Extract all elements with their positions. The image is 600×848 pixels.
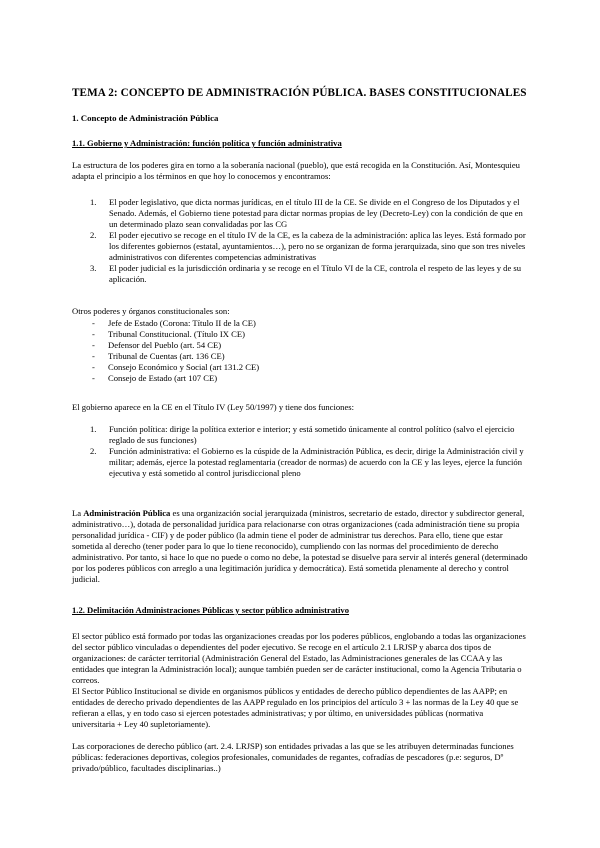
other-powers-list — [72, 318, 528, 384]
list-item-text: Defensor del Pueblo (art. 54 CE) — [108, 340, 222, 350]
list-item — [72, 424, 528, 446]
list-item-text: El poder judicial es la jurisdicción ordinaria y se recoge en el Título VI de la CE, controla el respeto de las leyes y de su aplicación. — [109, 263, 522, 284]
list-item — [72, 362, 528, 373]
list-item — [72, 373, 528, 384]
list-item-text: El poder ejecutivo se recoge en el título IV de la CE, es la cabeza de la administración: aplica las leyes. Está formado por los diferentes gobiernos (estatal, ayuntamientos…), pero no se organizan de forma jerarquizada, sino que son tres niveles administrativos con diferentes competencias administrativas — [109, 230, 526, 262]
list-item — [72, 318, 528, 329]
government-intro: El gobierno aparece en la CE en el Título IV (Ley 50/1997) y tiene dos funciones: — [72, 402, 354, 412]
powers-list — [72, 197, 528, 285]
administration-term: Administración Pública — [83, 508, 171, 518]
list-item-text: El poder legislativo, que dicta normas jurídicas, en el título III de la CE. Se divide en el Congreso de los Diputados y el Senado. Además, el Gobierno tiene potestad para dictar normas propias de ley (Decreto-Ley) con la condición de que en un determinado plazo sean convalidadas por las CG — [109, 197, 523, 229]
section-heading-1: 1. Concepto de Administración Pública — [72, 113, 219, 123]
list-item — [72, 446, 528, 479]
administration-paragraph — [72, 508, 528, 585]
list-item-text: Función administrativa: el Gobierno es la cúspide de la Administración Pública, es decir, dirige la Administración civil y militar; además, ejerce la potestad reglamentaria (creador de normas) de acuerdo con la CE y las leyes, ejerce la función ejecutiva y está sometido al control jurisdiccional pleno — [109, 446, 524, 478]
dash-bullet: - — [92, 318, 95, 328]
list-number: 2. — [90, 446, 97, 456]
list-item — [72, 329, 528, 340]
list-item — [72, 351, 528, 362]
dash-bullet: - — [92, 329, 95, 339]
paragraph-lead: La — [72, 508, 84, 518]
list-item-text: Tribunal de Cuentas (art. 136 CE) — [108, 351, 225, 361]
dash-bullet: - — [92, 340, 95, 350]
list-item-text: Función política: dirige la política exterior e interior; y está sometido únicamente al control político (salvo el ejercicio reglado de sus funciones) — [109, 424, 515, 445]
list-number: 1. — [90, 424, 97, 434]
public-sector-paragraph-3: Las corporaciones de derecho público (art. 2.4. LRJSP) son entidades privadas a las que se les atribuyen determinadas funciones públicas: federaciones deportivas, colegios profesionales, comunidades de regantes, cofradías de pescadores (p.e: seguros, Dº privado/público, facultades disciplinarias..) — [72, 741, 514, 773]
list-item-text: Consejo de Estado (art 107 CE) — [108, 373, 218, 383]
list-number: 2. — [90, 230, 97, 240]
subsection-heading-1-1: 1.1. Gobierno y Administración: función política y función administrativa — [72, 138, 342, 148]
public-sector-paragraph-2: El Sector Público Institucional se divide en organismos públicos y entidades de derecho público dependientes de las AAPP; en entidades de derecho privado dependientes de las AAPP regulado en los principios del artículo 3 + las normas de la Ley 40 que se refieran a ellas, y en todo caso si ejercen potestades administrativas; y por último, en universidades públicas (normativa universitaria + Ley 40 supletoriamente). — [72, 686, 519, 729]
intro-paragraph: La estructura de los poderes gira en torno a la soberanía nacional (pueblo), que está recogida en la Constitución. Así, Montesquieu adapta el principio a los términos en que hoy lo conocemos y encontramos: — [72, 160, 520, 181]
government-functions-list — [72, 424, 528, 479]
dash-bullet: - — [92, 373, 95, 383]
dash-bullet: - — [92, 351, 95, 361]
list-item — [72, 197, 528, 230]
list-number: 1. — [90, 197, 97, 207]
other-powers-intro: Otros poderes y órganos constitucionales son: — [72, 306, 230, 316]
paragraph-body: es una organización social jerarquizada (ministros, secretario de estado, director y subdirector general, administrativo…), dotada de personalidad jurídica para relacionarse con otras organizaciones (cada administración tiene su propia personalidad jurídica - CIF) y de poder público (la admin tiene el poder de administrar tus derechos. Para ello, tiene que estar sometida al derecho (tener poder para lo que lo tiene reconocido), cumpliendo con las normas del procedimiento de derecho administrativo. Por tanto, si hace lo que no puede o como no debe, la potestad se disuelve para servir al interés general (determinado por los poderes públicos con arreglo a una legitimación jurídica y democrática). Está sometida plenamente al derecho y control judicial. — [72, 508, 528, 584]
list-item — [72, 230, 528, 263]
list-item-text: Jefe de Estado (Corona: Título II de la CE) — [108, 318, 256, 328]
document-title: TEMA 2: CONCEPTO DE ADMINISTRACIÓN PÚBLICA. BASES CONSTITUCIONALES — [72, 87, 527, 99]
list-item — [72, 340, 528, 351]
list-number: 3. — [90, 263, 97, 273]
public-sector-paragraph-1: El sector público está formado por todas las organizaciones creadas por los poderes públicos, englobando a todas las organizaciones del sector público vinculadas o dependientes del poder ejecutivo. Se recoge en el artículo 2.1 LRJSP y abarca dos tipos de organizaciones: de carácter territorial (Administración General del Estado, las Administraciones generales de las CCAA y las entidades que integran la Administración local); aunque también pueden ser de carácter institucional, como la Agencia Tributaria o correos. — [72, 631, 526, 685]
list-item — [72, 263, 528, 285]
dash-bullet: - — [92, 362, 95, 372]
list-item-text: Consejo Económico y Social (art 131.2 CE) — [108, 362, 260, 372]
list-item-text: Tribunal Constitucional. (Título IX CE) — [108, 329, 245, 339]
subsection-heading-1-2: 1.2. Delimitación Administraciones Públicas y sector público administrativo — [72, 605, 349, 615]
